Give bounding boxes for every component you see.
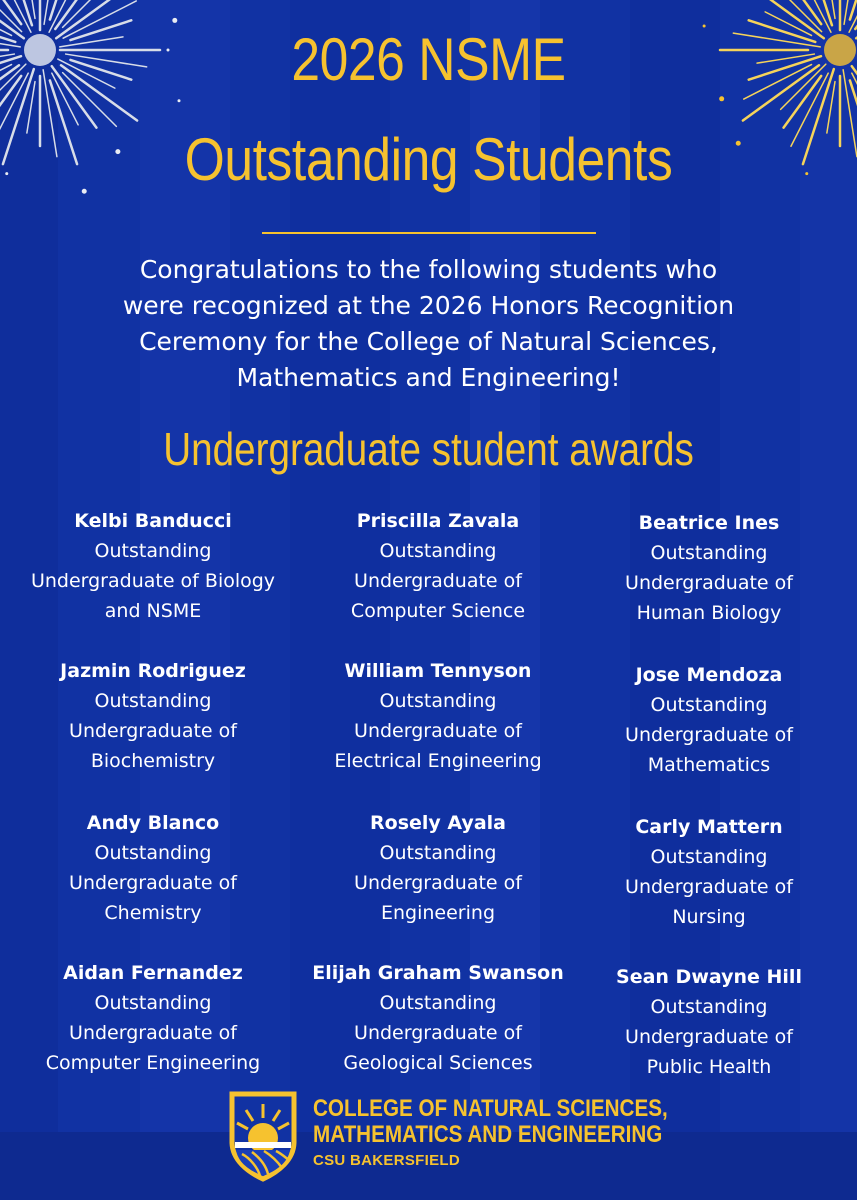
intro-paragraph (60, 252, 797, 396)
intro-line: were recognized at the 2026 Honors Recognition (122, 291, 735, 320)
award-line: Outstanding (379, 690, 497, 712)
firework-spark (703, 24, 706, 27)
award-line: Computer Engineering (45, 1052, 261, 1074)
award-name: Aidan Fernandez (63, 962, 243, 984)
award-line: Chemistry (104, 902, 202, 924)
award-line: Undergraduate of (69, 720, 237, 742)
csub-shield-logo-icon (228, 1090, 298, 1182)
award-name: Jose Mendoza (635, 664, 783, 686)
title-line-2: Outstanding Students (184, 126, 673, 193)
firework-ray (0, 65, 11, 100)
award-line: Electrical Engineering (334, 750, 542, 772)
award-line: Undergraduate of (69, 1022, 237, 1044)
firework-spark (5, 172, 8, 175)
award-line: and NSME (104, 600, 202, 622)
section-heading: Undergraduate student awards (163, 423, 694, 475)
award-name: Priscilla Zavala (356, 510, 520, 532)
award-name: Sean Dwayne Hill (616, 966, 802, 988)
intro-line: Congratulations to the following students who (139, 255, 718, 284)
award-card (13, 808, 293, 928)
award-line: Mathematics (647, 754, 771, 776)
award-line: Computer Science (350, 600, 526, 622)
award-line: Engineering (381, 902, 495, 924)
title-divider (262, 232, 596, 234)
award-card (569, 812, 849, 932)
award-line: Undergraduate of (354, 570, 522, 592)
award-line: Geological Sciences (343, 1052, 533, 1074)
award-card (298, 808, 578, 928)
firework-spark (178, 99, 181, 102)
award-line: Outstanding (379, 992, 497, 1014)
firework-ray (0, 0, 24, 38)
award-line: Public Health (646, 1056, 772, 1078)
award-line: Undergraduate of (625, 1026, 793, 1048)
intro-line: Ceremony for the College of Natural Sciences, (139, 327, 718, 356)
award-line: Outstanding (379, 540, 497, 562)
title-line-1: 2026 NSME (291, 26, 566, 93)
award-card (13, 506, 293, 626)
award-line: Undergraduate of (354, 1022, 522, 1044)
logo-line-1: COLLEGE OF NATURAL SCIENCES, (313, 1095, 668, 1122)
firework-spark (805, 172, 808, 175)
award-line: Nursing (672, 906, 746, 928)
award-line: Undergraduate of (354, 720, 522, 742)
award-card (569, 508, 849, 628)
award-line: Outstanding (379, 842, 497, 864)
award-line: Undergraduate of (69, 872, 237, 894)
award-card (13, 656, 293, 776)
award-line: Outstanding (650, 694, 768, 716)
award-line: Human Biology (636, 602, 782, 624)
award-name: Beatrice Ines (638, 512, 780, 534)
award-card (13, 958, 293, 1078)
award-name: William Tennyson (344, 660, 532, 682)
firework-ray (0, 0, 22, 32)
logo-line-2: MATHEMATICS AND ENGINEERING (313, 1121, 663, 1148)
firework-ray (850, 0, 857, 20)
award-line: Outstanding (650, 542, 768, 564)
award-name: Rosely Ayala (370, 812, 506, 834)
award-name: Andy Blanco (86, 812, 220, 834)
firework-spark (172, 18, 177, 23)
award-name: Jazmin Rodriguez (60, 660, 246, 682)
firework-core (24, 34, 56, 66)
award-line: Undergraduate of (625, 724, 793, 746)
award-name: Elijah Graham Swanson (312, 962, 564, 984)
award-card (298, 656, 578, 776)
award-name: Carly Mattern (635, 816, 783, 838)
award-line: Outstanding (94, 540, 212, 562)
award-card (569, 962, 849, 1082)
award-line: Undergraduate of (625, 876, 793, 898)
award-line: Outstanding (650, 846, 768, 868)
logo-subtitle: CSU BAKERSFIELD (313, 1152, 461, 1169)
logo-wordmark (313, 1096, 668, 1148)
award-line: Undergraduate of (625, 572, 793, 594)
award-name: Kelbi Banducci (74, 510, 232, 532)
award-line: Undergraduate of Biology (30, 570, 276, 592)
award-line: Outstanding (94, 842, 212, 864)
award-card (298, 506, 578, 626)
award-line: Outstanding (650, 996, 768, 1018)
award-line: Biochemistry (90, 750, 216, 772)
award-line: Undergraduate of (354, 872, 522, 894)
award-line: Outstanding (94, 992, 212, 1014)
award-line: Outstanding (94, 690, 212, 712)
intro-line: Mathematics and Engineering! (236, 363, 621, 392)
firework-core (824, 34, 856, 66)
firework-spark (719, 96, 724, 101)
award-card (569, 660, 849, 780)
award-card (298, 958, 578, 1078)
